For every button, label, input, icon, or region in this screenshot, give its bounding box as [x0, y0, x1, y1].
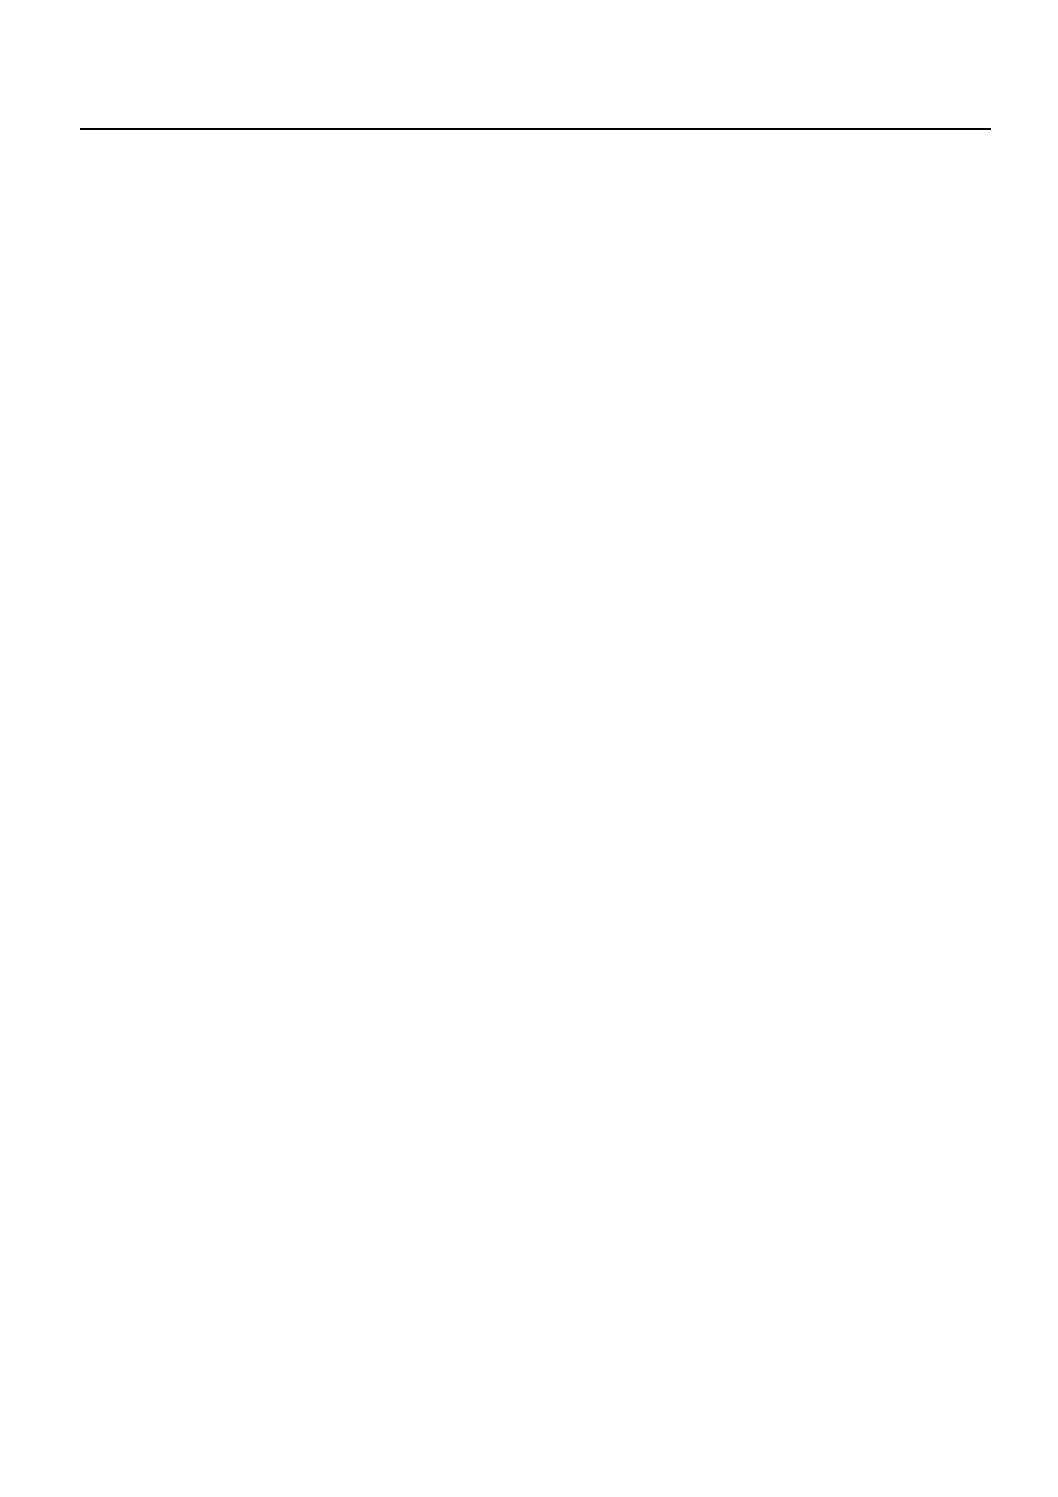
ranking-table	[80, 128, 991, 130]
